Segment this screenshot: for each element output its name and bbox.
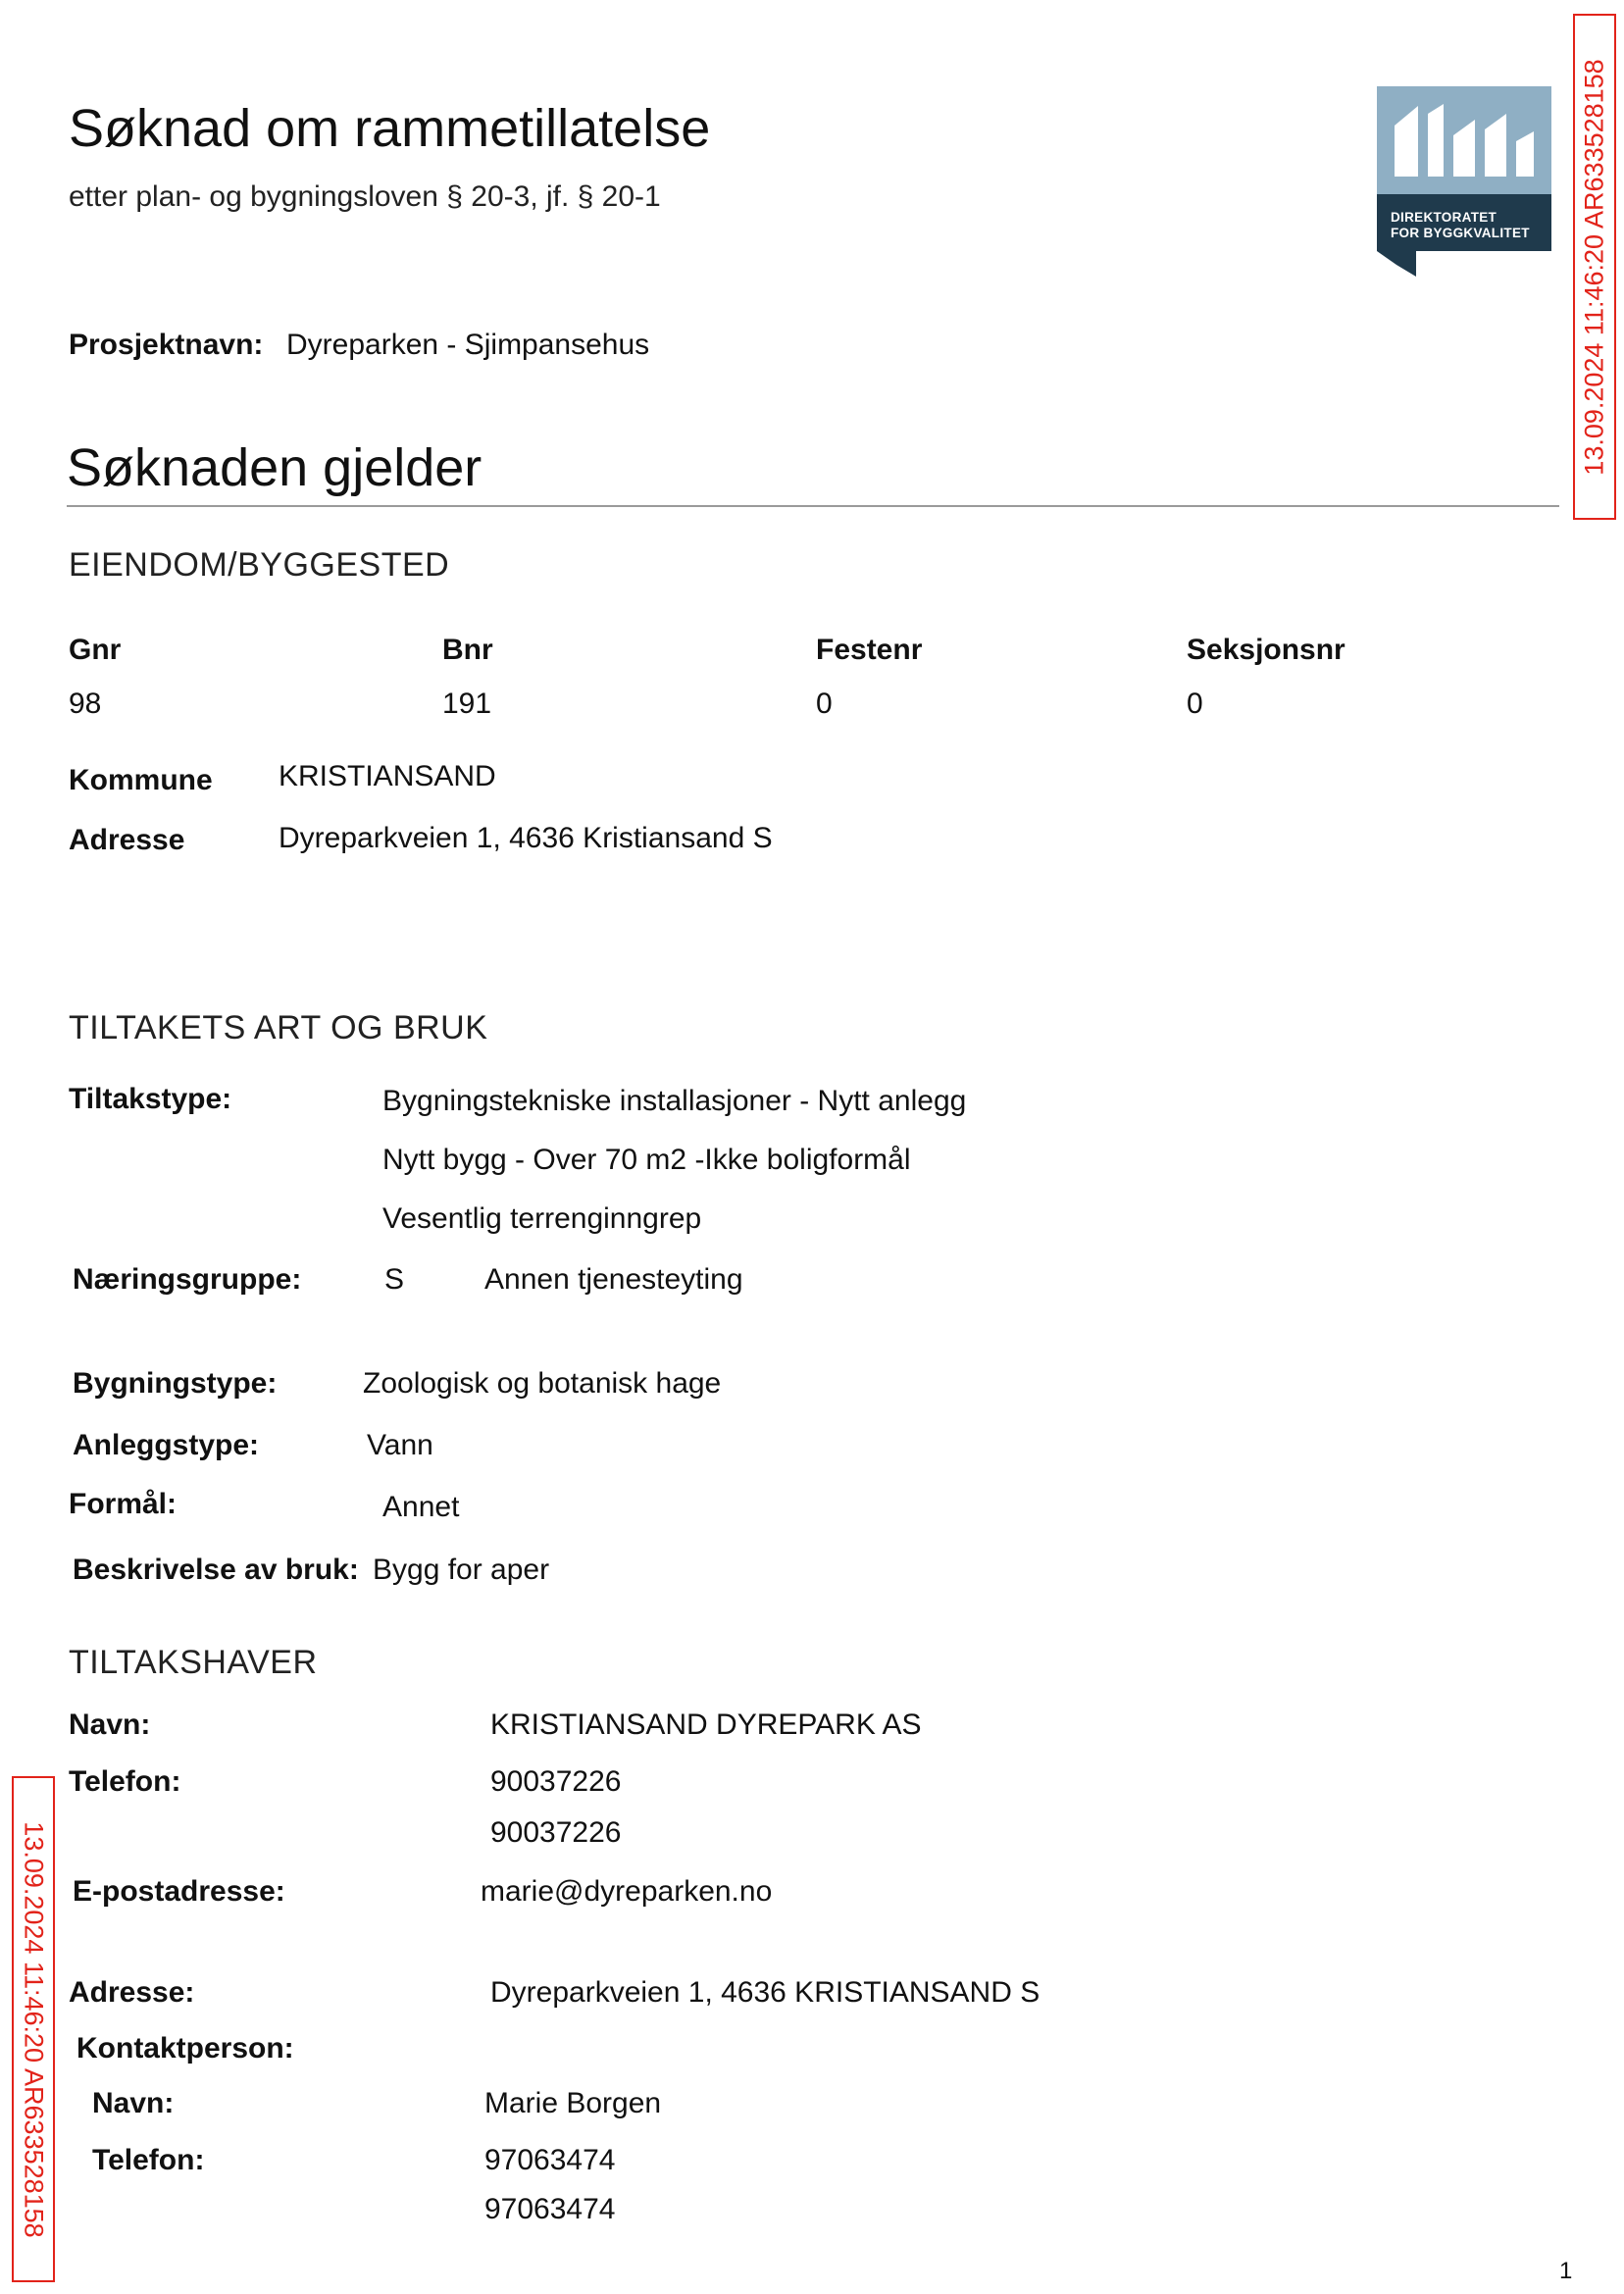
bygningstype-label: Bygningstype: <box>73 1367 278 1400</box>
document-title: Søknad om rammetillatelse <box>69 99 711 158</box>
gnr-value: 98 <box>69 688 102 720</box>
formal-label: Formål: <box>69 1488 178 1520</box>
kommune-label: Kommune <box>69 764 213 796</box>
tiltak-heading: TILTAKETS ART OG BRUK <box>69 1009 488 1046</box>
tiltakshaver-adresse-value: Dyreparkveien 1, 4636 KRISTIANSAND S <box>490 1976 1040 2009</box>
tiltakshaver-heading: TILTAKSHAVER <box>69 1644 318 1681</box>
page-number: 1 <box>1559 2258 1573 2284</box>
kontakt-navn-value: Marie Borgen <box>484 2087 662 2119</box>
document-subtitle: etter plan- og bygningsloven § 20-3, jf. § 20-1 <box>69 180 661 213</box>
tiltakstype-value: Vesentlig terrenginngrep <box>382 1202 702 1235</box>
dibk-logo-icon <box>1377 86 1551 277</box>
kommune-value: KRISTIANSAND <box>279 760 496 792</box>
navn-value: KRISTIANSAND DYREPARK AS <box>490 1708 922 1741</box>
naeringsgruppe-label: Næringsgruppe: <box>73 1263 302 1296</box>
receipt-stamp-bottom: 13.09.2024 11:46:20 AR633528158 <box>12 1776 55 2282</box>
beskrivelse-value: Bygg for aper <box>373 1554 550 1586</box>
kontakt-telefon-label: Telefon: <box>92 2144 205 2176</box>
festenr-value: 0 <box>816 688 833 720</box>
naeringsgruppe-value: Annen tjenesteyting <box>484 1263 743 1296</box>
tiltakstype-label: Tiltakstype: <box>69 1083 232 1115</box>
telefon-value: 90037226 <box>490 1816 622 1849</box>
festenr-label: Festenr <box>816 634 923 666</box>
bygningstype-value: Zoologisk og botanisk hage <box>363 1367 722 1400</box>
adresse-label: Adresse <box>69 824 185 856</box>
receipt-stamp-top: 13.09.2024 11:46:20 AR633528158 <box>1573 14 1616 520</box>
bnr-value: 191 <box>442 688 492 720</box>
beskrivelse-label: Beskrivelse av bruk: <box>73 1554 359 1586</box>
naeringsgruppe-code: S <box>384 1263 405 1296</box>
tiltakstype-value: Nytt bygg - Over 70 m2 -Ikke boligformål <box>382 1144 911 1176</box>
section-divider <box>67 505 1559 507</box>
kontakt-telefon-value: 97063474 <box>484 2193 616 2225</box>
anleggstype-label: Anleggstype: <box>73 1429 260 1461</box>
kontakt-navn-label: Navn: <box>92 2087 175 2119</box>
project-value: Dyreparken - Sjimpansehus <box>286 329 650 361</box>
seksjonsnr-value: 0 <box>1187 688 1203 720</box>
bnr-label: Bnr <box>442 634 493 666</box>
epost-label: E-postadresse: <box>73 1875 285 1908</box>
formal-value: Annet <box>382 1491 460 1523</box>
telefon-label: Telefon: <box>69 1765 181 1798</box>
project-label: Prosjektnavn: <box>69 329 264 361</box>
kontaktperson-label: Kontaktperson: <box>76 2032 294 2065</box>
anleggstype-value: Vann <box>367 1429 433 1461</box>
epost-value: marie@dyreparken.no <box>481 1875 773 1908</box>
property-heading: EIENDOM/BYGGESTED <box>69 546 450 584</box>
adresse-value: Dyreparkveien 1, 4636 Kristiansand S <box>279 822 773 854</box>
tiltakstype-value: Bygningstekniske installasjoner - Nytt anlegg <box>382 1085 967 1117</box>
telefon-value: 90037226 <box>490 1765 622 1798</box>
logo-text: DIREKTORATET FOR BYGGKVALITET <box>1391 210 1530 240</box>
navn-label: Navn: <box>69 1708 151 1741</box>
gnr-label: Gnr <box>69 634 122 666</box>
tiltakshaver-adresse-label: Adresse: <box>69 1976 195 2009</box>
seksjonsnr-label: Seksjonsnr <box>1187 634 1345 666</box>
section-title: Søknaden gjelder <box>67 438 482 497</box>
kontakt-telefon-value: 97063474 <box>484 2144 616 2176</box>
